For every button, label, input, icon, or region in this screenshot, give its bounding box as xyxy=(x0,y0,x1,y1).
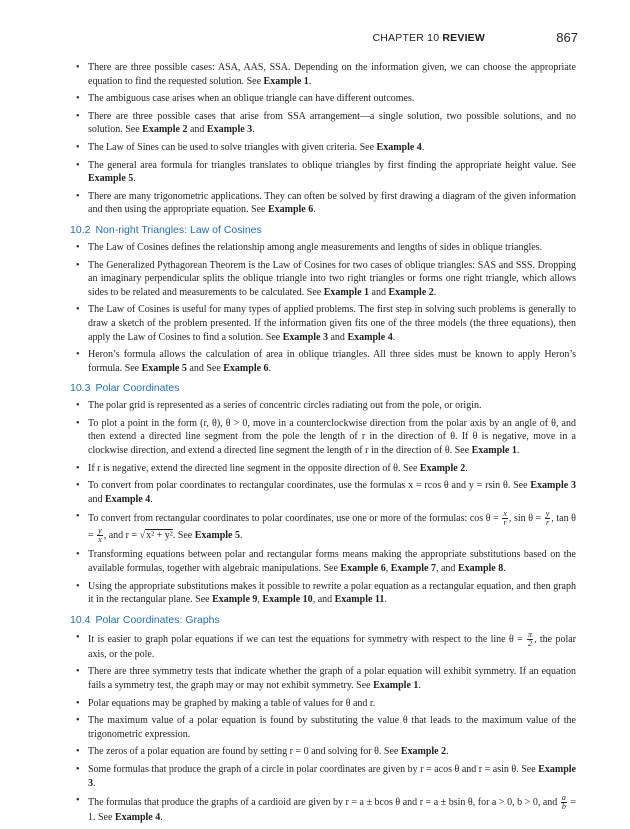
list-item: • It is easier to graph polar equations if we can test the equations for symmetry with respect to the line θ = $\frac{\pi}{2}$ , the polar axis, or the pole. xyxy=(76,629,576,660)
list-item: • Heron’s formula allows the calculation of area in oblique triangles. All three sides must be known to apply Heron’s formula. See Example 5 and See Example 6. xyxy=(76,349,576,374)
list-item: • There are three symmetry tests that indicate whether the graph of a polar equation will exhibit symmetry. If an equation fails a symmetry test, the graph may or may not exhibit symmetry. See Example 1. xyxy=(76,666,576,691)
list-item: • There are three possible cases: ASA, AAS, SSA. Depending on the information given, we can choose the appropriate equation to find the requested solution. See Example 1. xyxy=(76,62,576,87)
list-item: • To convert from polar coordinates to rectangular coordinates, use the formulas x = rcos θ and y = rsin θ. See Example 3 and Example 4. xyxy=(76,480,577,505)
section-10-2-bullets xyxy=(76,241,576,375)
section-heading-10-3: 10.3 Polar Coordinates xyxy=(70,382,180,395)
list-item: • If r is negative, extend the directed line segment in the opposite direction of θ. See Example 2. xyxy=(76,462,468,474)
list-item: • The polar grid is represented as a series of concentric circles radiating out from the pole, or origin. xyxy=(76,400,482,412)
list-item: • There are three possible cases that arise from SSA arrangement—a single solution, two possible solutions, and no solution. See Example 2 and Example 3. xyxy=(76,110,576,136)
intro-bullet-list xyxy=(76,61,576,217)
list-item: • The Law of Cosines defines the relationship among angle measurements and lengths of sides in oblique triangles. xyxy=(76,241,543,253)
list-item: • To convert from rectangular coordinates to polar coordinates, use one or more of the formulas: cos θ = $\frac{x}{r}$ , sin θ = $\frac{y}{r}$ , tan θ = $\frac{y}{x}$ , and r = √x² + y². See Example 5. xyxy=(76,509,576,545)
section-10-4-bullets xyxy=(76,631,576,825)
list-item: • Some formulas that produce the graph of a circle in polar coordinates are given by r = acos θ and r = asin θ. See Example 3. xyxy=(76,763,576,789)
running-head xyxy=(0,31,578,47)
list-item: • There are many trigonometric applications. They can often be solved by first drawing a diagram of the given information and then using the appropriate equation. See Example 6. xyxy=(76,190,576,216)
list-item: • The general area formula for triangles translates to oblique triangles by first finding the appropriate height value. See Example 5. xyxy=(76,159,576,185)
page-number: 867 xyxy=(556,30,578,45)
list-item: • Polar equations may be graphed by making a table of values for θ and r. xyxy=(76,697,376,709)
section-heading-10-4: 10.4 Polar Coordinates: Graphs xyxy=(70,613,220,626)
list-item: • The Law of Cosines is useful for many types of applied problems. The first step in solving such problems is generally to draw a sketch of the problem presented. If the information given fits one of the three models (the three equations), then apply the Law of Cosines to find a solution. See Example 3 and Example 4. xyxy=(76,304,576,343)
list-item: • Using the appropriate substitutions makes it possible to rewrite a polar equation as a rectangular equation, and then graph it in the rectangular plane. See Example 9, Example 10, and Example 11. xyxy=(76,580,576,606)
section-heading-10-2: 10.2 Non-right Triangles: Law of Cosines xyxy=(70,223,262,236)
list-item: • To plot a point in the form (r, θ), θ > 0, move in a counterclockwise direction from the polar axis by an angle of θ, and then extend a directed line segment from the pole the length of r in the direction of θ. If θ is negative, move in a clockwise direction, and extend a directed line segment the length of r in the direction of θ. See Example 1. xyxy=(76,417,576,457)
list-item: • The formulas that produce the graphs of a cardioid are given by r = a ± bcos θ and r = a ± bsin θ, for a > 0, b > 0, and $\frac{a}{b}$ = 1. See Example 4. xyxy=(76,793,577,824)
list-item: • The maximum value of a polar equation is found by substituting the value θ that leads to the maximum value of the trigonometric expression. xyxy=(76,715,576,740)
page-content xyxy=(70,61,577,829)
list-item: • The Law of Sines can be used to solve triangles with given criteria. See Example 4. xyxy=(76,141,425,153)
section-10-3-bullets xyxy=(76,399,576,607)
list-item: • The zeros of a polar equation are found by setting r = 0 and solving for θ. See Example 2. xyxy=(76,746,449,758)
list-item: • Transforming equations between polar and rectangular forms means making the appropriate substitutions based on the available formulas, together with algebraic manipulations. See Example 6, Example 7, and Example 8. xyxy=(76,549,576,575)
list-item: • The ambiguous case arises when an oblique triangle can have different outcomes. xyxy=(76,93,415,105)
list-item: • The Generalized Pythagorean Theorem is the Law of Cosines for two cases of oblique triangles: SAS and SSS. Dropping an imaginary perpendicular splits the oblique triangle into two right triangles or forms one right triangle, which allows sides to be related and measurements to be calculated. See Example 1 and Example 2. xyxy=(76,259,576,298)
chapter-header: CHAPTER 10 REVIEW xyxy=(372,32,485,44)
